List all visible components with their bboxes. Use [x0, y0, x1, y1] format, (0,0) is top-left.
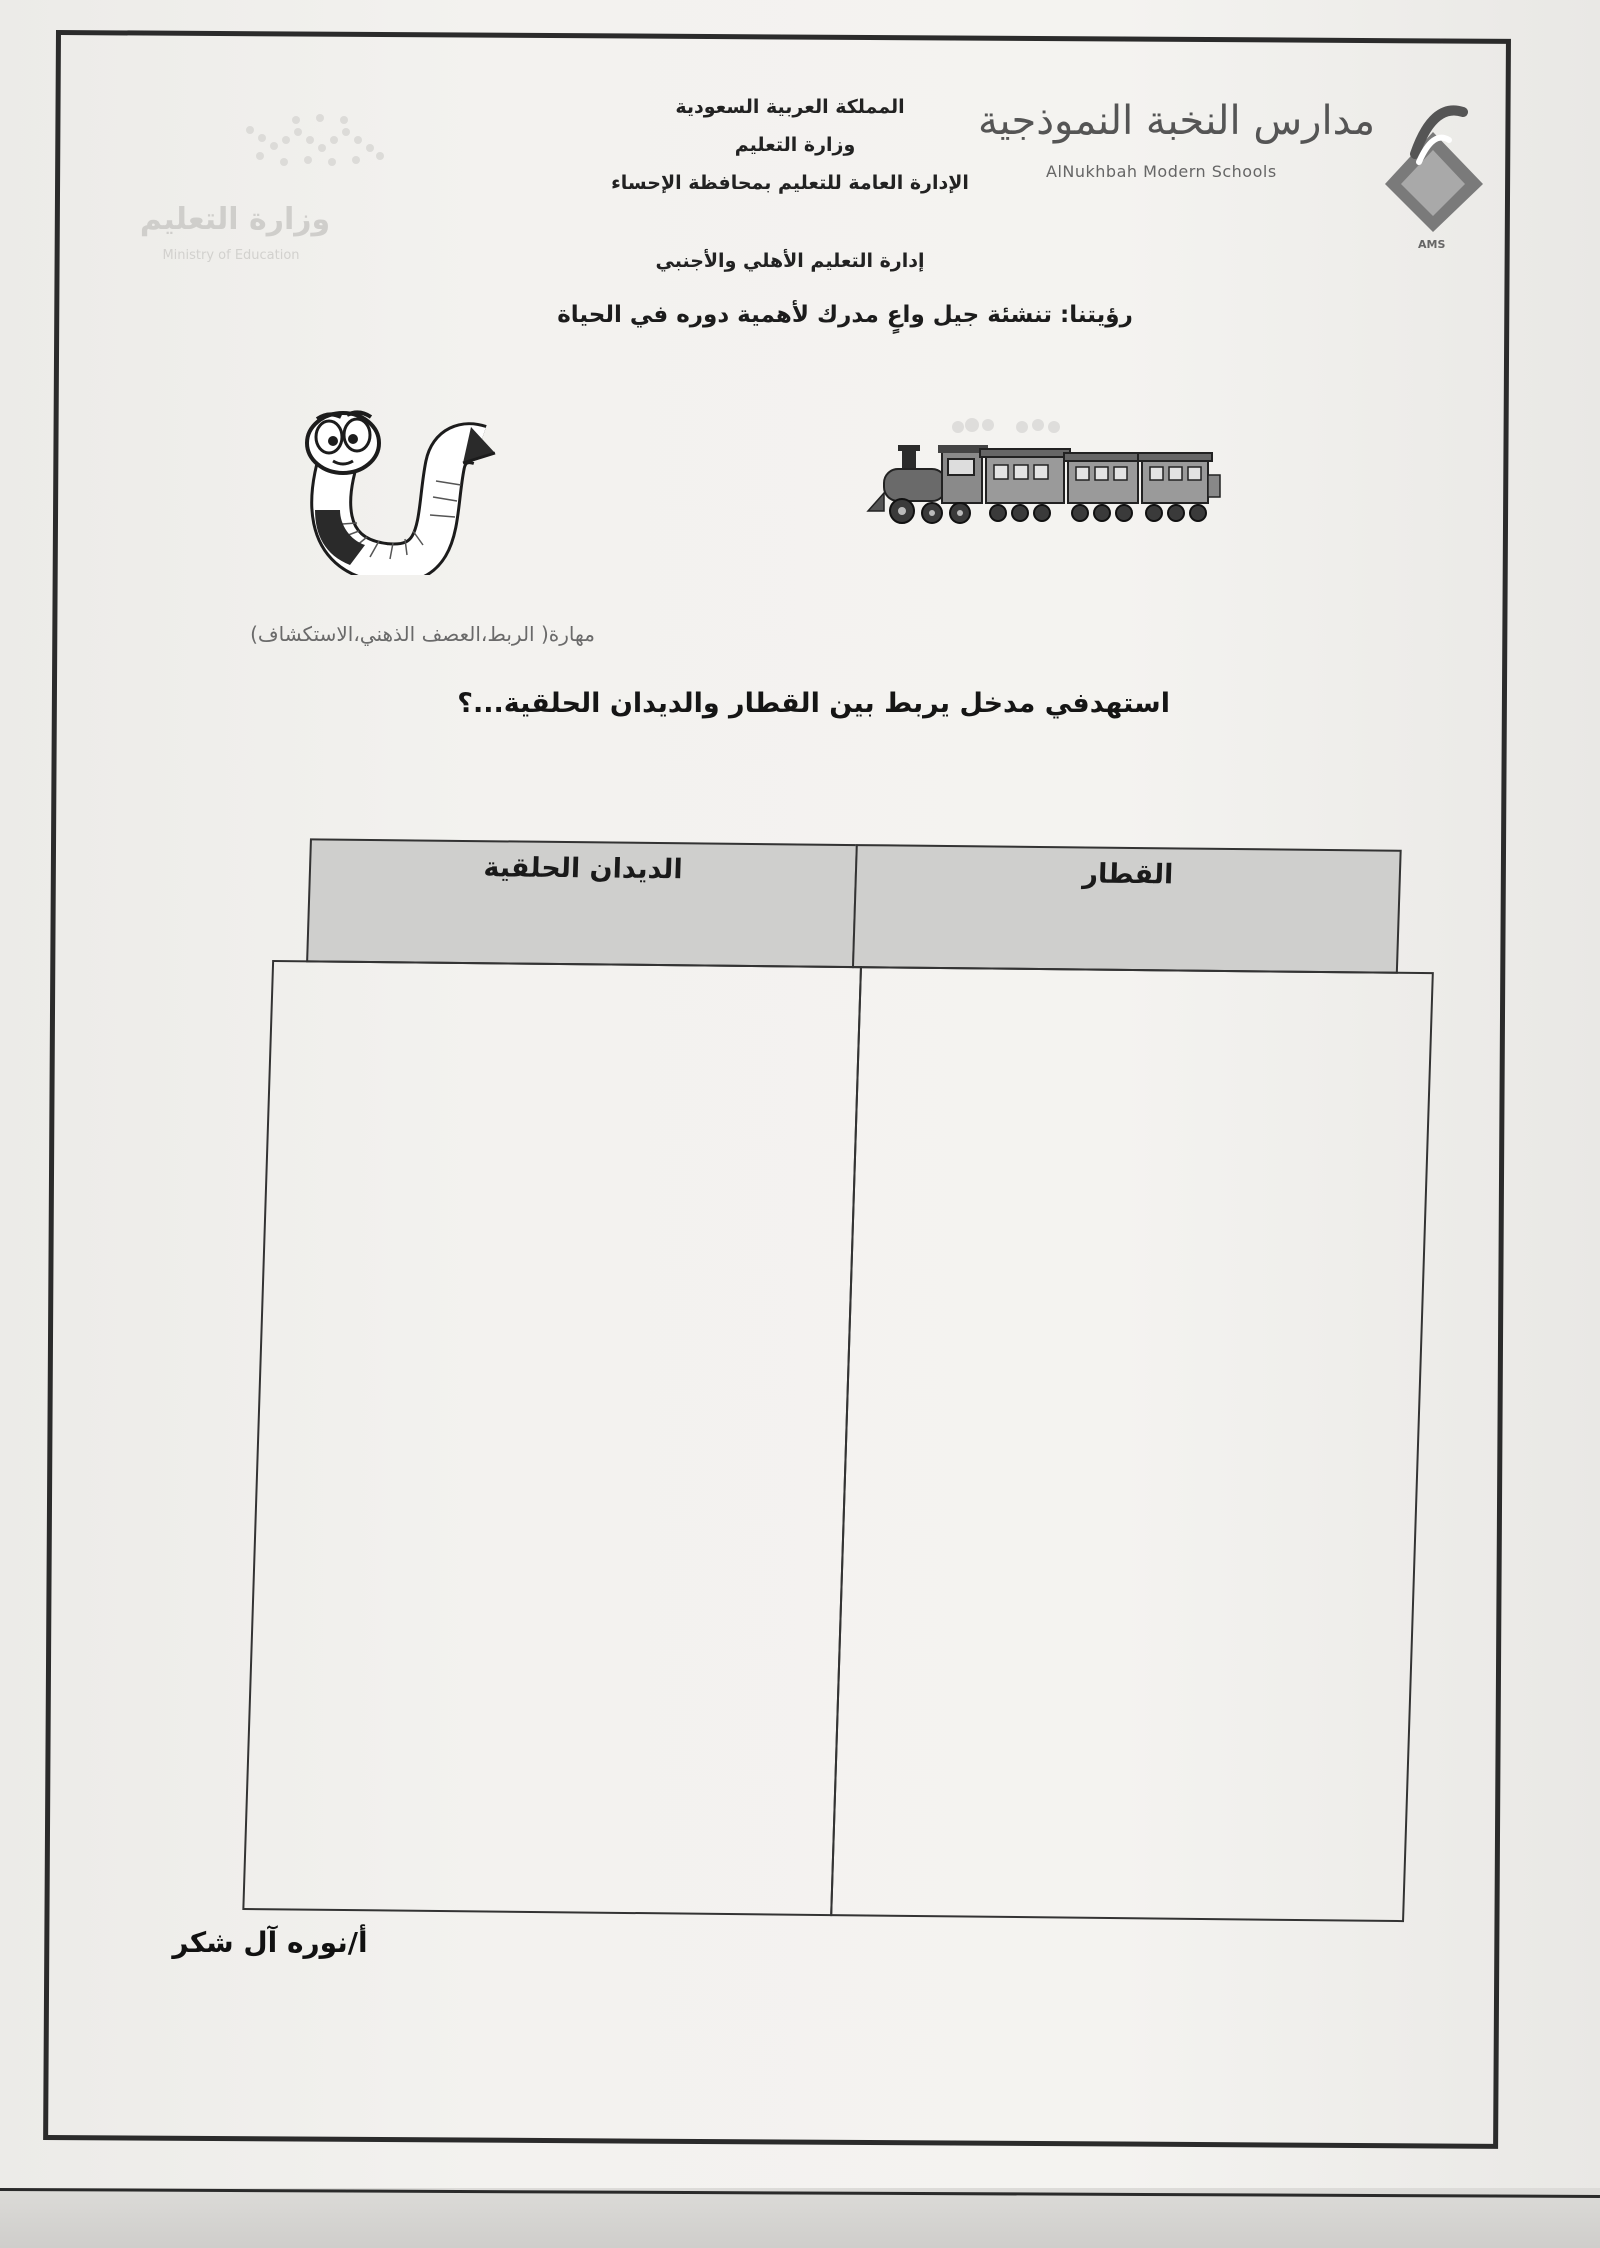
teacher-name: أ/نوره آل شكر — [172, 1926, 368, 1959]
header-kingdom: المملكة العربية السعودية — [675, 96, 905, 118]
vision-statement: رؤيتنا: تنشئة جيل واعٍ مدرك لأهمية دوره في الحياة — [557, 302, 1133, 328]
header-private-education: إدارة التعليم الأهلي والأجنبي — [655, 250, 925, 272]
col-title-worms: الديدان الحلقية — [483, 852, 684, 886]
skill-label: مهارة( الربط،العصف الذهني،الاستكشاف) — [250, 622, 595, 646]
train-illustration — [862, 415, 1237, 535]
school-abbr: AMS — [1418, 238, 1446, 251]
answer-cell-worms[interactable] — [242, 960, 862, 1916]
ministry-logo — [125, 110, 425, 280]
comparison-table — [242, 838, 1436, 1930]
ministry-name-en: Ministry of Education — [162, 248, 300, 263]
table-header-worms — [306, 838, 858, 968]
answer-cell-train[interactable] — [830, 966, 1434, 1922]
ministry-name-ar: وزارة التعليم — [139, 202, 331, 237]
header-directorate: الإدارة العامة للتعليم بمحافظة الإحساء — [611, 172, 969, 194]
table-header-train — [852, 844, 1402, 974]
header-ministry: وزارة التعليم — [734, 134, 856, 156]
school-emblem-icon — [1375, 92, 1490, 242]
desk-surface — [0, 2188, 1600, 2248]
school-name-ar: مدارس النخبة النموذجية — [977, 98, 1375, 144]
worksheet-question: استهدفي مدخل يربط بين القطار والديدان الحلقية...؟ — [457, 688, 1170, 719]
school-logo — [977, 92, 1490, 252]
col-title-train: القطار — [1082, 858, 1174, 891]
ministry-dots-icon — [240, 110, 390, 190]
school-name-en: AlNukhbah Modern Schools — [1046, 162, 1277, 181]
earthworm-illustration — [295, 405, 505, 575]
